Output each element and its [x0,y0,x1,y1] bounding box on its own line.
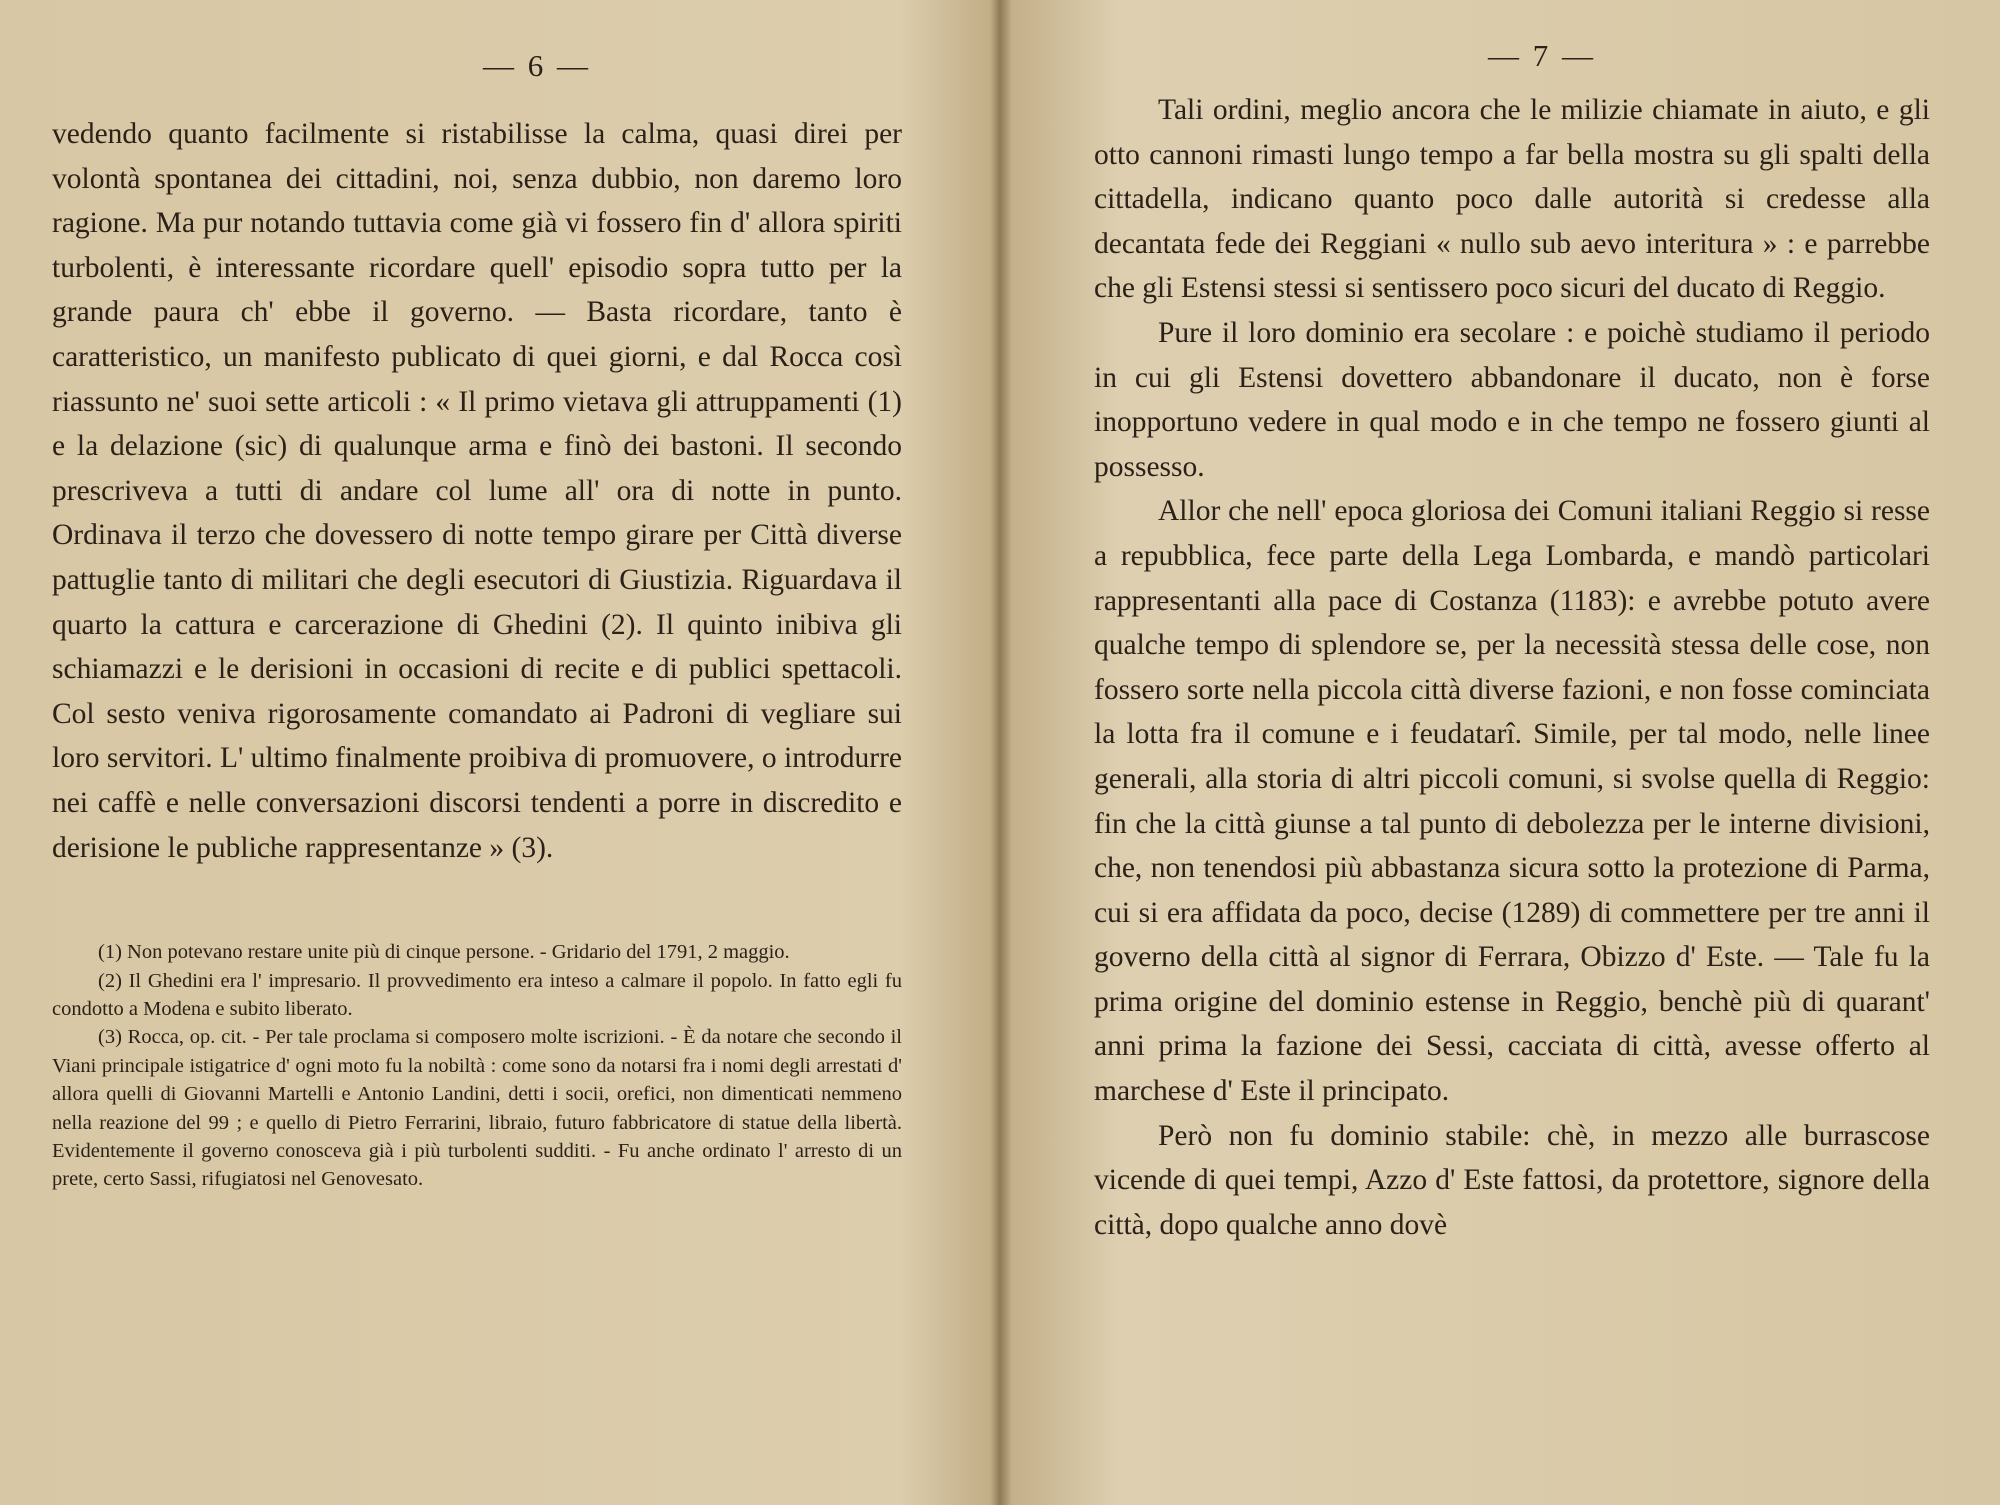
left-body [52,112,902,870]
right-paragraph-1: Tali ordini, meglio ancora che le milizie chiamate in aiuto, e gli otto cannoni rimasti lungo tempo a far bella mostra su gli spalti della cittadella, indicano quanto poco dalle autorità si credesse alla decantata fede dei Reggiani « nullo sub aevo interitura » : e parrebbe che gli Estensi stessi si sentissero poco sicuri del ducato di Reggio. [1094,94,1930,305]
right-page [1000,0,2000,1505]
page-number-right: — 7 — [1488,38,1596,73]
right-paragraph-4: Però non fu dominio stabile: chè, in mezzo alle burrascose vicende di quei tempi, Azzo d' Este fattosi, da protettore, signore della città, dopo qualche anno dovè [1094,1119,1930,1241]
right-paragraph-2: Pure il loro dominio era secolare : e poichè studiamo il periodo in cui gli Estensi dovettero abbandonare il ducato, non è forse inopportuno vedere in qual modo e in che tempo ne fossero giunti al possesso. [1094,316,1930,483]
right-paragraph-3: Allor che nell' epoca gloriosa dei Comuni italiani Reggio si resse a repubblica, fece parte della Lega Lombarda, e mandò particolari rappresentanti alla pace di Costanza (1183): e avrebbe potuto avere qualche tempo di splendore se, per la necessità stessa delle cose, non fossero sorte nella piccola città diverse fazioni, e non fosse cominciata la lotta fra il comune e i feudatarî. Simile, per tal modo, nelle linee generali, alla storia di altri piccoli comuni, si svolse quella di Reggio: fin che la città giunse a tal punto di debolezza per le interne divisioni, che, non tenendosi più abbastanza sicura sotto la protezione di Parma, cui si era affidata da poco, decise (1289) di commettere per tre anni il governo della città al signor di Ferrara, Obizzo d' Este. — Tale fu la prima origine del dominio estense in Reggio, benchè più di quarant' anni prima la fazione dei Sessi, cacciata di città, avesse offerto al marchese d' Este il principato. [1094,495,1930,1108]
page-number-left: — 6 — [483,48,591,83]
footnote-2: (2) Il Ghedini era l' impresario. Il provvedimento era inteso a calmare il popolo. In fatto egli fu condotto a Modena e subito liberato. [52,969,902,1020]
right-body [1094,88,1930,1247]
footnote-1: (1) Non potevano restare unite più di cinque persone. - Gridario del 1791, 2 maggio. [98,941,790,964]
left-footnotes [52,938,902,1194]
left-paragraph: vedendo quanto facilmente si ristabilisse la calma, quasi direi per volontà spontanea dei cittadini, noi, senza dubbio, non daremo loro ragione. Ma pur notando tuttavia come già vi fossero fin d' allora spiriti turbolenti, è interessante ricordare quell' episodio sopra tutto per la grande paura ch' ebbe il governo. — Basta ricordare, tanto è caratteristico, un manifesto publicato di quei giorni, e dal Rocca così riassunto ne' suoi sette articoli : « Il primo vietava gli attruppamenti (1) e la delazione (sic) di qualunque arma e finò dei bastoni. Il secondo prescriveva a tutti di andare col lume all' ora di notte in punto. Ordinava il terzo che dovessero di notte tempo girare per Città diverse pattuglie tanto di militari che degli esecutori di Giustizia. Riguardava il quarto la cattura e carcerazione di Ghedini (2). Il quinto inibiva gli schiamazzi e le derisioni in occasioni di recite e di publici spettacoli. Col sesto veniva rigorosamente comandato ai Padroni di vegliare sui loro servitori. L' ultimo finalmente proibiva di promuovere, o introdurre nei caffè e nelle conversazioni discorsi tendenti a porre in discredito e derisione le publiche rappresentanze » (3). [52,118,902,864]
footnote-3: (3) Rocca, op. cit. - Per tale proclama si composero molte iscrizioni. - È da notare che secondo il Viani principale istigatrice d' ogni moto fu la nobiltà : come sono da notarsi fra i nomi degli arrestati d' allora quelli di Giovanni Martelli e Antonio Landini, detti i socii, orefici, non dimenticati nemmeno nella reazione del 99 ; e quello di Pietro Ferrarini, libraio, futuro fabbricatore di statue della libertà. Evidentemente il governo conosceva già i più turbolenti sudditi. - Fu anche ordinato l' arresto di un prete, certo Sassi, rifugiatosi nel Genovesato. [52,1026,902,1191]
